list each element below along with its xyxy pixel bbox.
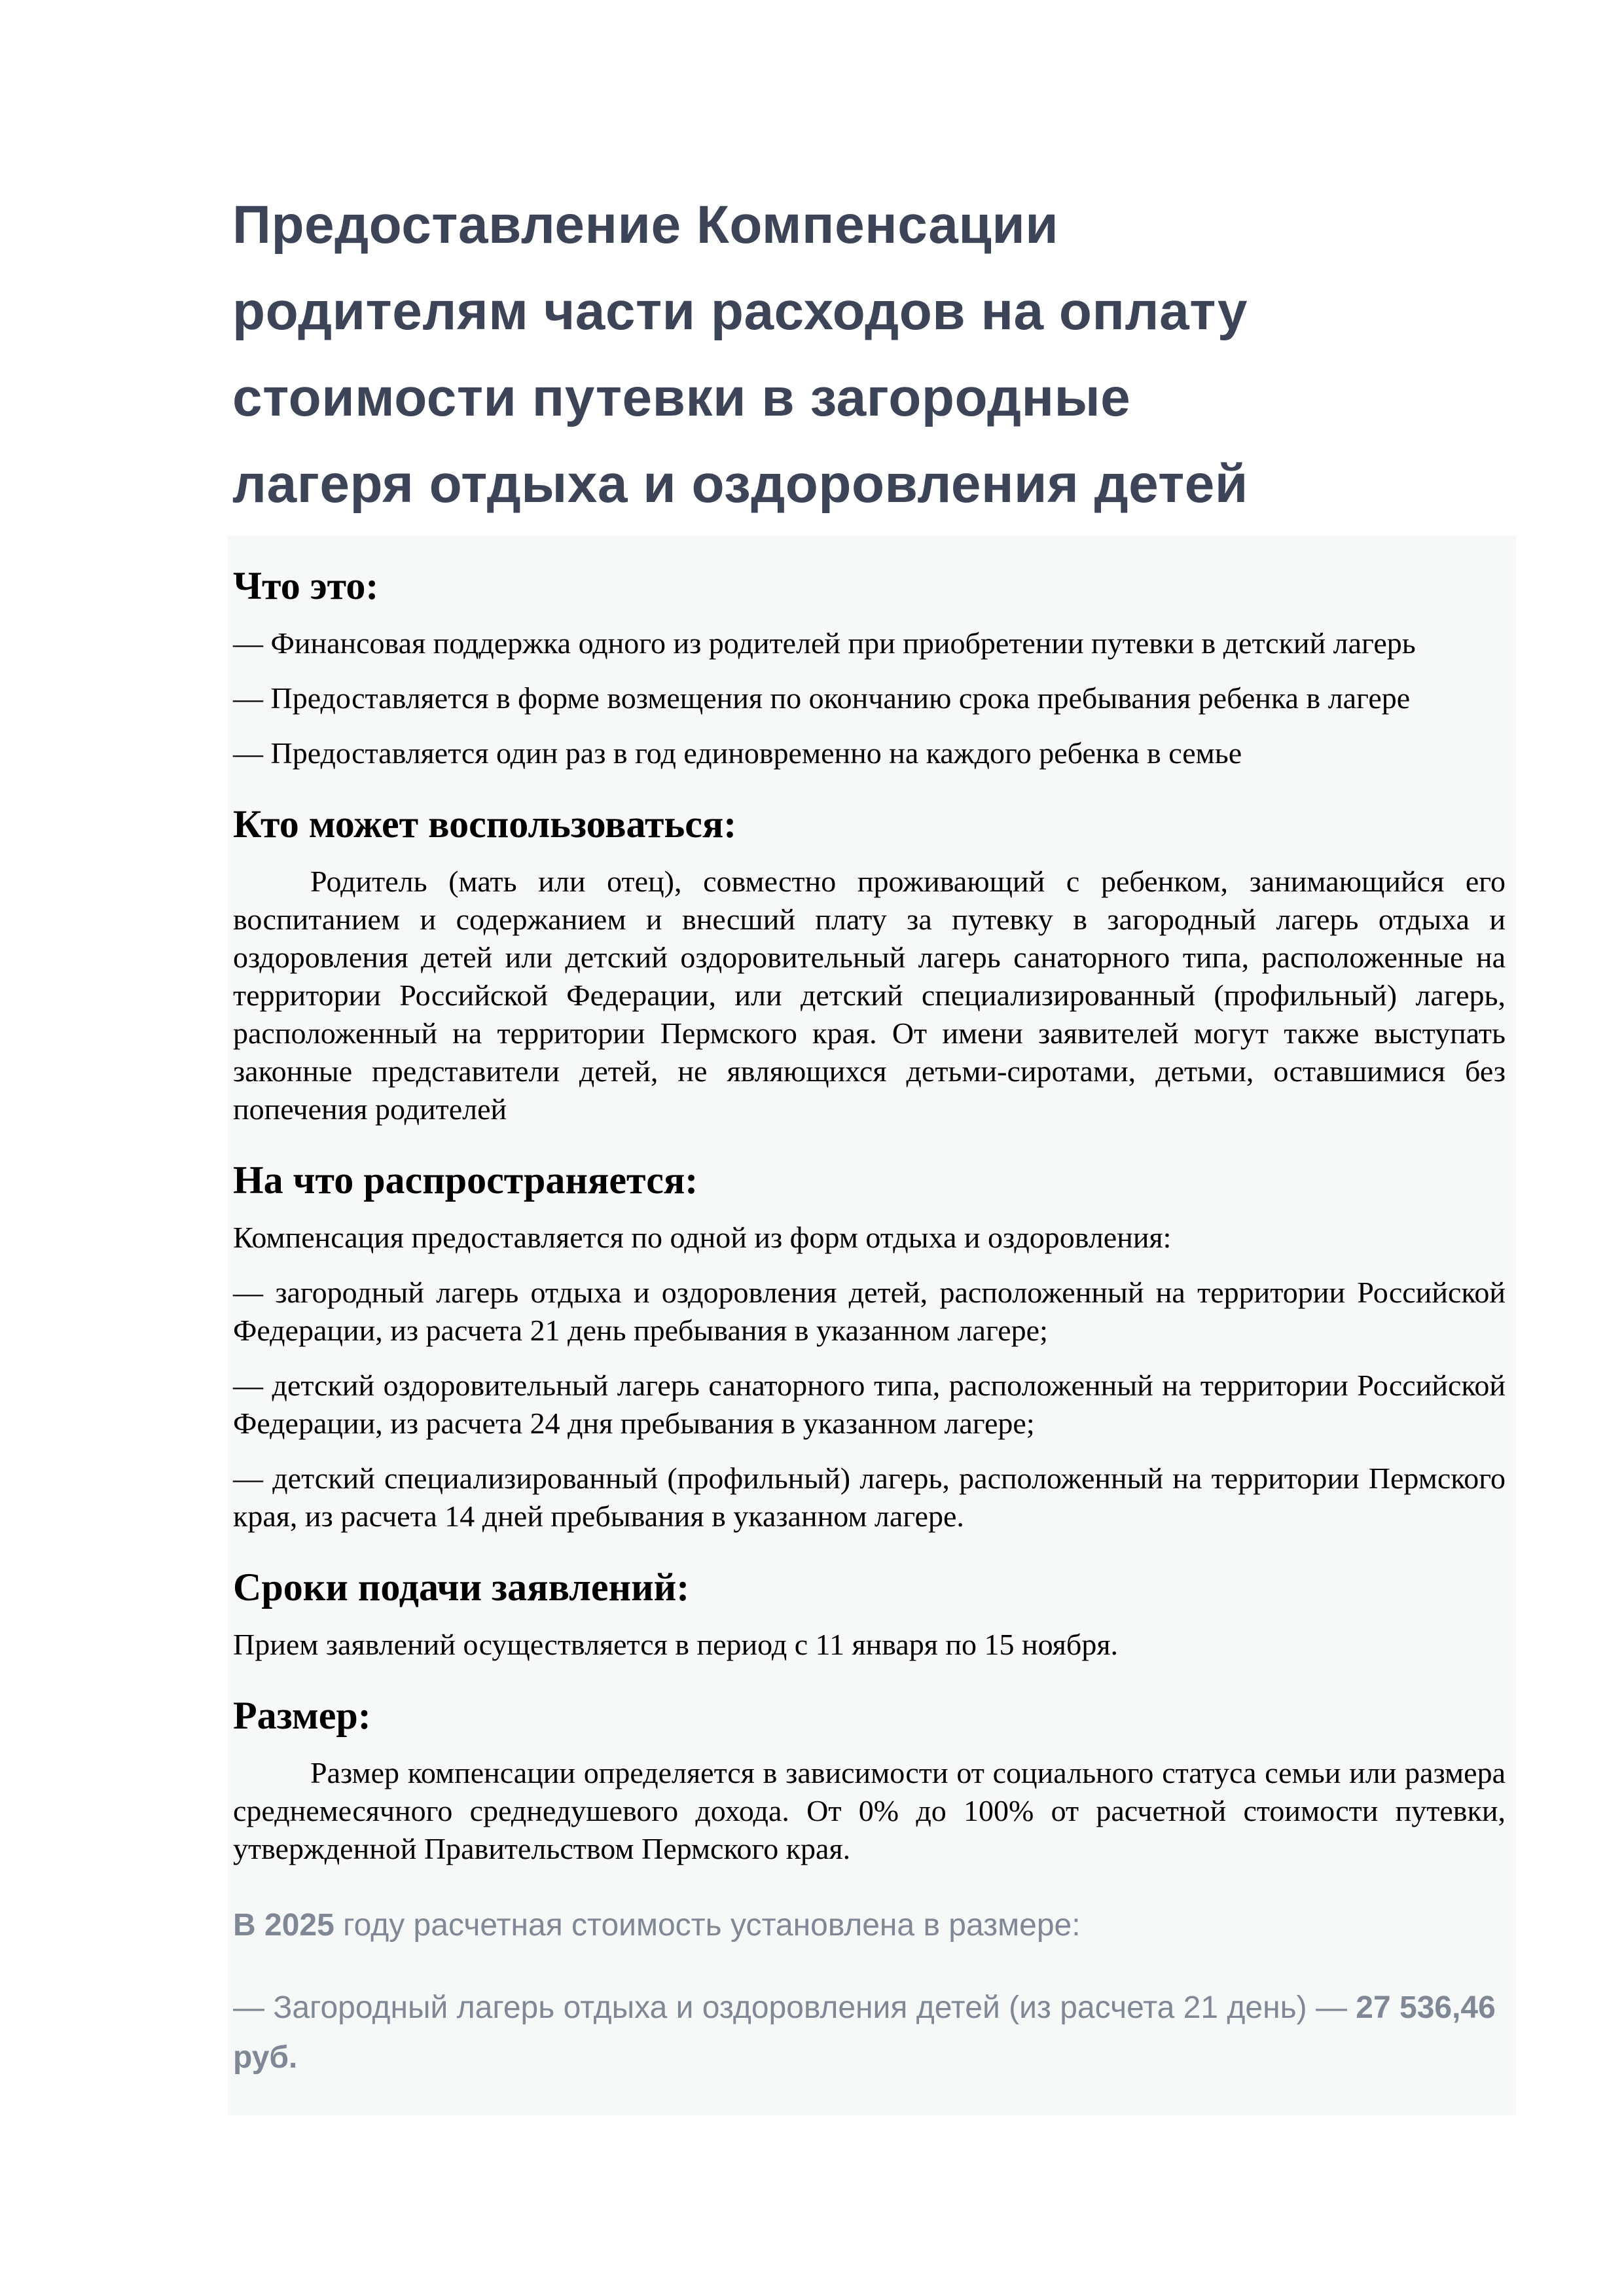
what-bullet-3: — Предоставляется один раз в год единовременно на каждого ребенка в семье — [233, 736, 1242, 770]
section-heading-who: Кто может воспользоваться: — [233, 802, 737, 846]
section-heading-what: Что это: — [233, 564, 379, 607]
calculated-cost-block — [233, 1901, 1506, 2083]
what-bullet-2: — Предоставляется в форме возмещения по окончанию срока пребывания ребенка в лагере — [233, 681, 1411, 715]
page-title-line-1: Предоставление Компенсации — [232, 195, 1059, 255]
section-heading-coverage: На что распространяется: — [233, 1158, 698, 1202]
coverage-bullet-1: — загородный лагерь отдыха и оздоровления детей, расположенный на территории Российской Федерации, из расчета 21 день пребывания в указанном лагере; — [233, 1276, 1506, 1347]
amount-paragraph: Размер компенсации определяется в зависимости от социального статуса семьи или размера среднемесячного среднедушевого дохода. От 0% до 100% от расчетной стоимости путевки, утвержденной Правительством Пермского края. — [233, 1756, 1506, 1865]
calculated-cost-item-price: 27 536,46 руб. — [233, 1990, 1496, 2075]
page-title-line-2: родителям части расходов на оплату — [232, 281, 1248, 341]
calculated-cost-item — [233, 1983, 1506, 2083]
page-title — [0, 0, 1624, 528]
section-heading-deadlines: Сроки подачи заявлений: — [233, 1566, 690, 1609]
coverage-intro: Компенсация предоставляется по одной из форм отдыха и оздоровления: — [233, 1221, 1172, 1254]
page-title-line-4: лагеря отдыха и оздоровления детей — [232, 454, 1248, 514]
content-panel — [228, 535, 1516, 2115]
section-heading-amount: Размер: — [233, 1694, 371, 1737]
coverage-bullet-2: — детский оздоровительный лагерь санаторного типа, расположенный на территории Российской Федерации, из расчета 24 дня пребывания в указанном лагере; — [233, 1369, 1506, 1440]
coverage-bullet-3: — детский специализированный (профильный) лагерь, расположенный на территории Пермского края, из расчета 14 дней пребывания в указанном лагере. — [233, 1462, 1506, 1533]
who-paragraph: Родитель (мать или отец), совместно проживающий с ребенком, занимающийся его воспитанием и содержанием и внесший плату за путевку в загородный лагерь отдыха и оздоровления детей или детский оздоровительный лагерь санаторного типа, расположенные на территории Российской Федерации, или детский специализированный (профильный) лагерь, расположенный на территории Пермского края. От имени заявителей могут также выступать законные представители детей, не являющихся детьми-сиротами, детьми, оставшимися без попечения родителей — [233, 865, 1506, 1126]
calculated-cost-intro — [233, 1901, 1506, 1950]
deadlines-paragraph: Прием заявлений осуществляется в период с 11 января по 15 ноября. — [233, 1628, 1118, 1661]
calculated-cost-intro-year: В 2025 — [233, 1908, 334, 1943]
page-title-line-3: стоимости путевки в загородные — [232, 368, 1131, 427]
calculated-cost-intro-rest: году расчетная стоимость установлена в размере: — [334, 1908, 1081, 1943]
calculated-cost-item-text: — Загородный лагерь отдыха и оздоровления детей (из расчета 21 день) — — [233, 1990, 1356, 2025]
what-bullet-1: — Финансовая поддержка одного из родителей при приобретении путевки в детский лагерь — [233, 626, 1416, 660]
